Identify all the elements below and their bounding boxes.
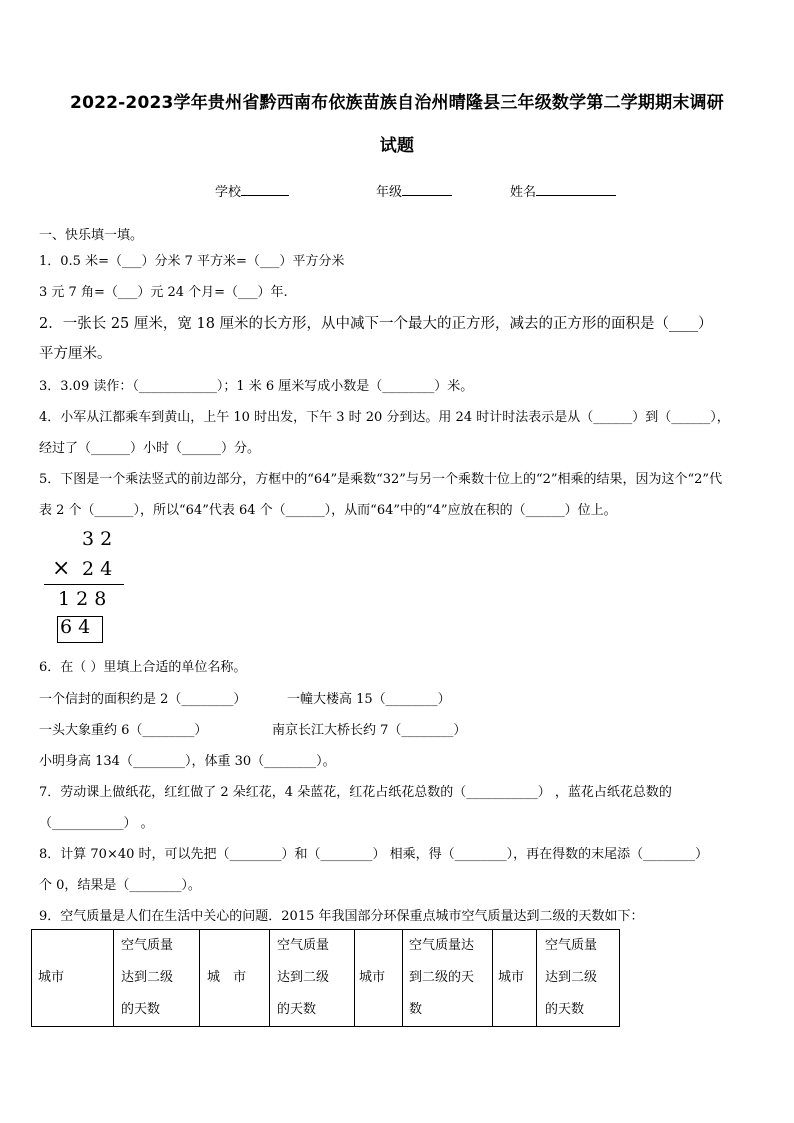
question-6-item-4: 南京长江大桥长约 7（________） — [272, 723, 467, 738]
question-5-line-2: 表 2 个（______），所以“64”代表 64 个（______），从而“64”中的“4”应放在积的（______）位上。 — [39, 503, 617, 518]
question-7-line-2: （___________） 。 — [39, 816, 154, 831]
header-line: 数 — [409, 1002, 423, 1017]
page-title: 2022-2023学年贵州省黔西南布依族苗族自治州晴隆县三年级数学第二学期期末调研 — [70, 93, 724, 113]
header-line: 的天数 — [277, 1002, 317, 1017]
question-7-line-1: 7．劳动课上做纸花，红红做了 2 朵红花，4 朵蓝花，红花占纸花总数的（___________） ，蓝花占纸花总数的 — [39, 785, 672, 800]
calc-rule — [44, 584, 124, 585]
table-header-cell: 城市 — [32, 930, 114, 1027]
section-heading: 一、快乐填一填。 — [39, 228, 144, 243]
header-line: 的天数 — [545, 1002, 585, 1017]
question-3: 3．3.09 读作：（____________）；1 米 6 厘米写成小数是（________）米。 — [39, 379, 474, 394]
header-line: 达到二级 — [545, 970, 598, 985]
school-field — [215, 181, 289, 200]
table-header-cell — [537, 930, 620, 1027]
multiply-sign: × — [52, 556, 71, 581]
name-field — [510, 181, 616, 200]
school-blank[interactable] — [241, 183, 289, 196]
header-line: 空气质量达 — [409, 938, 475, 953]
question-4-line-2: 经过了（______）小时（______）分。 — [39, 441, 261, 456]
grade-label: 年级 — [376, 185, 403, 200]
school-label: 学校 — [215, 185, 242, 200]
question-5-line-1: 5．下图是一个乘法竖式的前边部分，方框中的“64”是乘数“32”与另一个乘数十位上的“2”相乘的结果，因为这个“2”代 — [39, 472, 723, 487]
name-blank[interactable] — [536, 183, 616, 196]
calc-partial-product-2: 6 4 — [60, 616, 91, 638]
name-label: 姓名 — [510, 185, 537, 200]
question-8-line-2: 个 0，结果是（________）。 — [39, 878, 201, 893]
question-2-line-2: 平方厘米。 — [39, 346, 112, 362]
question-4-line-1: 4．小军从江都乘车到黄山，上午 10 时出发，下午 3 时 20 分到达。用 24 时计时法表示是从（______）到（______）， — [39, 410, 730, 425]
question-6-item-5: 小明身高 134（________），体重 30（________）。 — [39, 754, 336, 769]
grade-blank[interactable] — [402, 183, 452, 196]
table-header-cell: 城市 — [355, 930, 403, 1027]
header-line: 空气质量 — [121, 938, 174, 953]
question-2-line-1: 2．一张长 25 厘米，宽 18 厘米的长方形，从中减下一个最大的正方形，减去的正方形的面积是（____） — [39, 316, 713, 332]
calc-multiplier: 2 4 — [82, 558, 113, 580]
header-line: 达到二级 — [121, 970, 174, 985]
header-line: 达到二级 — [277, 970, 330, 985]
question-6: 6．在（ ）里填上合适的单位名称。 — [39, 660, 247, 675]
header-line: 空气质量 — [545, 938, 598, 953]
table-header-cell: 城市 — [493, 930, 537, 1027]
page-title-continued: 试题 — [379, 136, 415, 156]
table-header-cell — [270, 930, 355, 1027]
question-6-item-2: 一幢大楼高 15（________） — [287, 692, 451, 707]
header-line: 空气质量 — [277, 938, 330, 953]
table-header-cell — [114, 930, 200, 1027]
multiplication-vertical-calc — [40, 528, 130, 646]
question-6-item-3: 一头大象重约 6（________） — [39, 723, 208, 738]
question-9: 9．空气质量是人们在生活中关心的问题．2015 年我国部分环保重点城市空气质量达到二级的天数如下： — [39, 909, 644, 924]
question-1-line-1: 1．0.5 米=（___）分米 7 平方米=（___）平方分米 — [39, 254, 345, 269]
question-8-line-1: 8．计算 70×40 时，可以先把（________）和（________） 相乘，得（________），再在得数的末尾添（________） — [39, 847, 709, 862]
grade-field — [376, 181, 452, 200]
question-1-line-2: 3 元 7 角=（___）元 24 个月=（___）年. — [39, 285, 288, 300]
table-header-cell: 城 市 — [200, 930, 270, 1027]
header-line: 到二级的天 — [409, 970, 475, 985]
calc-multiplicand: 3 2 — [82, 528, 113, 550]
table-header-row — [32, 930, 620, 1027]
question-6-item-1: 一个信封的面积约是 2（________） — [39, 692, 247, 707]
header-line: 的天数 — [121, 1002, 161, 1017]
calc-partial-product-1: 1 2 8 — [58, 588, 107, 610]
air-quality-table — [31, 929, 620, 1027]
table-header-cell — [403, 930, 493, 1027]
